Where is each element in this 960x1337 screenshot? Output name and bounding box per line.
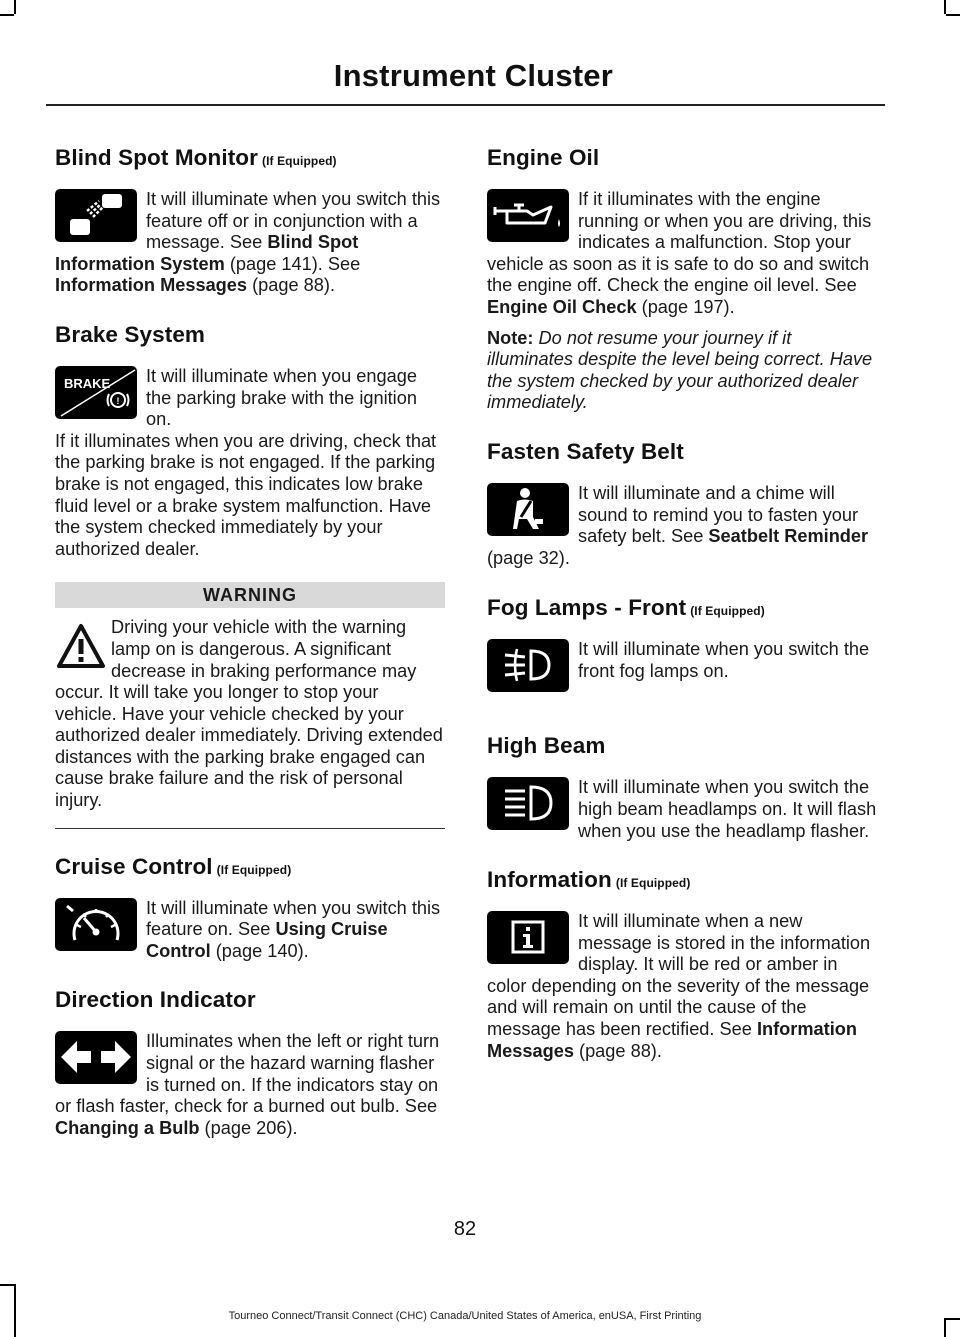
svg-text:!: ! — [116, 395, 120, 406]
body-text: (page 88). — [573, 1040, 662, 1061]
warning-text: Driving your vehicle with the warning lamp on is dangerous. A significant decrease in braking performance may occur. It will take you longer to stop your vehicle. Have your vehicle checked by your authorized dealer immediately. Driving extended distances with the parking brake engaged can cause brake failure and the risk of personal injury. — [55, 617, 443, 811]
section-information — [487, 867, 879, 1062]
section-high-beam — [487, 733, 879, 842]
header-divider — [46, 104, 885, 106]
body-text: (page 32). — [487, 547, 570, 568]
direction-indicator-icon — [55, 1031, 137, 1084]
section-heading: Direction Indicator — [55, 987, 256, 1013]
section-heading: Fog Lamps - Front (If Equipped) — [487, 595, 765, 621]
crop-mark — [944, 0, 946, 14]
section-heading: Brake System — [55, 321, 206, 347]
section-heading: High Beam — [487, 733, 606, 759]
section-fasten-safety-belt — [487, 439, 879, 569]
cross-reference-link[interactable]: Blind Spot Information System — [55, 232, 359, 274]
cruise-control-icon — [55, 898, 137, 951]
cross-reference-link[interactable]: Information Messages — [55, 275, 248, 296]
section-body — [55, 366, 445, 560]
body-text: It will illuminate when a new message is stored in the information display. It will be red or amber in color depending on the severity of the message and will remain on until the cause of the message has been rectified. See — [487, 911, 871, 1040]
optional-label: (If Equipped) — [216, 862, 292, 877]
body-text: It will illuminate when you switch this feature off or in conjunction with a message. See — [146, 189, 441, 253]
right-column — [487, 145, 879, 1062]
body-text: It will illuminate when you switch this feature on. See — [146, 897, 441, 940]
blind-spot-icon — [55, 189, 137, 242]
section-cruise-control — [55, 854, 445, 963]
body-text: It will illuminate and a chime will sound to remind you to fasten your safety belt. See — [578, 482, 859, 547]
note — [487, 328, 879, 414]
section-blind-spot — [55, 145, 445, 297]
seatbelt-icon — [487, 483, 569, 536]
section-body — [55, 1031, 445, 1139]
optional-label: (If Equipped) — [262, 154, 337, 168]
note-text: Do not resume your journey if it illuminates despite the level being correct. Have the system checked by your authorized dealer immediately. — [487, 327, 873, 413]
page-number: 82 — [453, 1218, 477, 1240]
section-body — [55, 189, 445, 297]
optional-label: (If Equipped) — [615, 876, 691, 891]
section-engine-oil — [487, 145, 879, 414]
body-text: It will illuminate when you switch the high beam headlamps on. It will flash when you use the headlamp flasher. — [578, 777, 877, 841]
high-beam-icon — [487, 777, 569, 830]
brake-icon-label: BRAKE — [64, 375, 111, 391]
section-heading: Information (If Equipped) — [487, 867, 691, 893]
crop-mark — [0, 1284, 14, 1286]
body-text: If it illuminates with the engine running or when you are driving, this indicates a malfunction. Stop your vehicle as soon as it is safe to do so and switch the engine off. Check the engine oil level. See — [487, 189, 872, 296]
page-title: Instrument Cluster — [333, 58, 613, 93]
footer-text: Tourneo Connect/Transit Connect (CHC) Canada/United States of America, enUSA, First Printing — [228, 1310, 702, 1322]
crop-mark — [946, 1318, 960, 1320]
left-column — [55, 145, 445, 1139]
section-body — [487, 189, 879, 414]
crop-mark — [14, 0, 16, 14]
body-text: It will illuminate when you engage the parking brake with the ignition on. — [146, 365, 417, 430]
cross-reference-link[interactable]: Using Cruise Control — [146, 919, 388, 961]
information-icon — [487, 911, 569, 964]
section-heading: Cruise Control (If Equipped) — [55, 853, 292, 879]
section-body — [487, 777, 879, 842]
section-body — [487, 483, 879, 569]
section-direction-indicator — [55, 987, 445, 1139]
body-text: It will illuminate when you switch the front fog lamps on. — [578, 639, 870, 681]
crop-mark — [0, 14, 14, 16]
section-heading: Engine Oil — [487, 145, 600, 170]
body-text: (page 197). — [636, 296, 735, 317]
note-label: Note: — [487, 327, 534, 348]
cross-reference-link[interactable]: Changing a Bulb — [55, 1117, 200, 1138]
section-brake-system — [55, 322, 445, 560]
crop-mark — [944, 1318, 946, 1337]
cross-reference-link[interactable]: Information Messages — [487, 1019, 857, 1061]
body-text: (page 140). — [210, 940, 309, 961]
brake-warning-icon — [55, 366, 137, 419]
body-text: (page 141). See — [224, 253, 361, 274]
body-text: (page 88). — [247, 275, 335, 296]
section-body — [487, 911, 879, 1062]
cross-reference-link[interactable]: Engine Oil Check — [487, 296, 637, 317]
section-heading: Fasten Safety Belt — [487, 438, 684, 464]
section-fog-lamps-front — [487, 595, 879, 682]
warning-triangle-icon — [55, 620, 107, 672]
body-text: If it illuminates when you are driving, check that the parking brake is not engaged. If the parking brake is not engaged, this indicates low brake fluid level or a brake system malfunction. Have the system checked immediately by your authorized dealer. — [55, 430, 437, 559]
section-body — [487, 639, 879, 682]
oil-can-icon — [487, 189, 569, 242]
section-heading: Blind Spot Monitor (If Equipped) — [55, 145, 337, 170]
body-text: (page 206). — [199, 1117, 298, 1138]
crop-mark — [946, 14, 960, 16]
body-text: Illuminates when the left or right turn signal or the hazard warning flasher is turned on. If the indicators stay on or flash faster, check for a burned out bulb. See — [55, 1031, 440, 1117]
warning-banner: WARNING — [55, 582, 445, 608]
section-body — [55, 898, 445, 963]
optional-label: (If Equipped) — [690, 604, 765, 619]
warning-body — [55, 617, 445, 811]
cross-reference-link[interactable]: Seatbelt Reminder — [708, 526, 869, 547]
front-fog-lamp-icon — [487, 639, 569, 692]
